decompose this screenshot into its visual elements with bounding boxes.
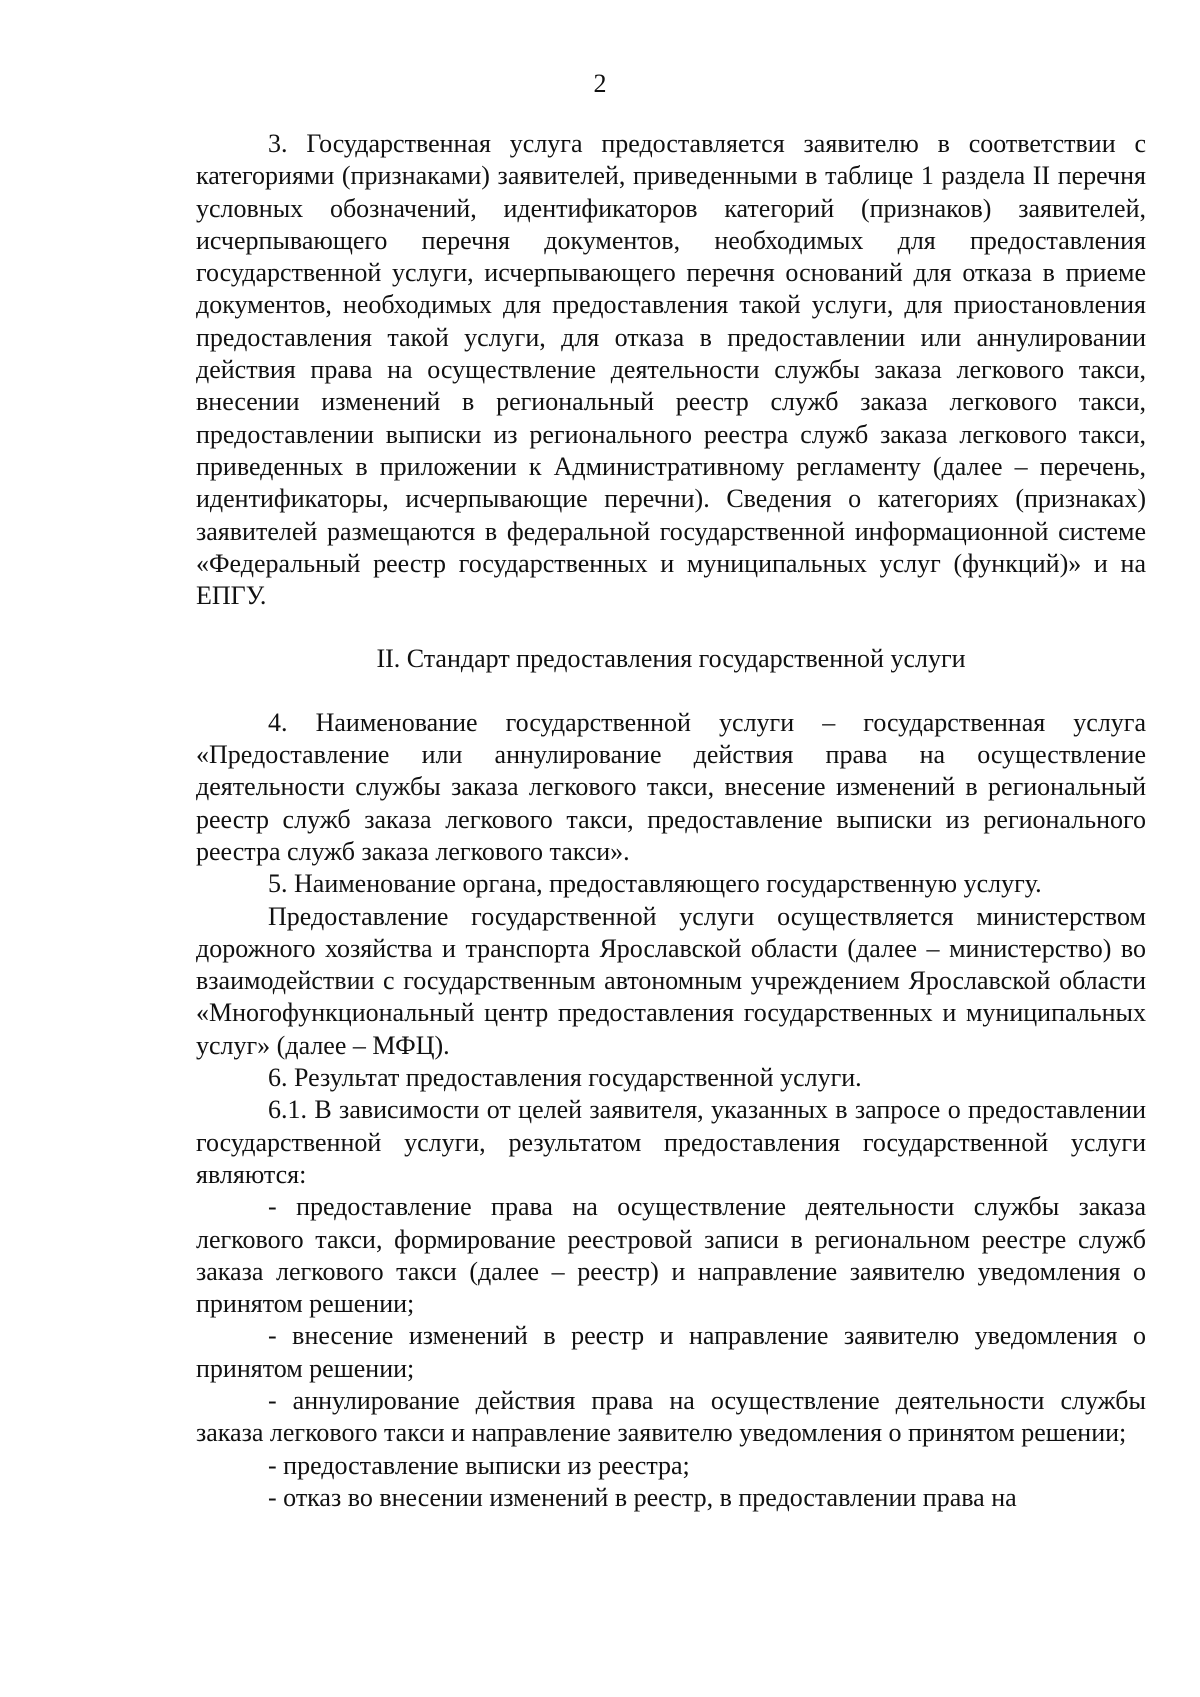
page-number: 2 <box>593 69 607 98</box>
result-list-item: - аннулирование действия права на осуществление деятельности службы заказа легкового такси и направление заявителю уведомления о принятом решении; <box>196 1385 1146 1448</box>
result-list-item: - предоставление права на осуществление деятельности службы заказа легкового такси, формирование реестровой записи в региональном реестре служб заказа легкового такси (далее – реестр) и направление заявителю уведомления о принятом решении; <box>196 1192 1146 1319</box>
section-heading: II. Стандарт предоставления государственной услуги <box>376 644 966 674</box>
result-list-item: - предоставление выписки из реестра; <box>268 1450 690 1480</box>
paragraph-6-1: 6.1. В зависимости от целей заявителя, указанных в запросе о предоставлении государственной услуги, результатом предоставления государственной услуги являются: <box>196 1095 1146 1189</box>
paragraph-5-body: Предоставление государственной услуги осуществляется министерством дорожного хозяйства и транспорта Ярославской области (далее – министерство) во взаимодействии с государственным автономным учреждением Ярославской области «Многофункциональный центр предоставления государственных и муниципальных услуг» (далее – МФЦ). <box>196 901 1146 1060</box>
paragraph-6: 6. Результат предоставления государственной услуги. <box>268 1063 862 1093</box>
paragraph-3: 3. Государственная услуга предоставляется заявителю в соответствии с категориями (признаками) заявителей, приведенными в таблице 1 раздела II перечня условных обозначений, идентификаторов категорий (признаков) заявителей, исчерпывающего перечня документов, необходимых для предоставления государственной услуги, исчерпывающего перечня оснований для отказа в приеме документов, необходимых для предоставления такой услуги, для приостановления предоставления такой услуги, для отказа в предоставлении или аннулировании действия права на осуществление деятельности службы заказа легкового такси, внесении изменений в региональный реестр служб заказа легкового такси, предоставлении выписки из регионального реестра служб заказа легкового такси, приведенных в приложении к Административному регламенту (далее – перечень, идентификаторы, исчерпывающие перечни). Сведения о категориях (признаках) заявителей размещаются в федеральной государственной информационной системе «Федеральный реестр государственных и муниципальных услуг (функций)» и на ЕПГУ. <box>196 129 1146 611</box>
document-body <box>196 128 1146 1514</box>
paragraph-4: 4. Наименование государственной услуги – государственная услуга «Предоставление или аннулирование действия права на осуществление деятельности службы заказа легкового такси, внесение изменений в региональный реестр служб заказа легкового такси, предоставление выписки из регионального реестра служб заказа легкового такси». <box>196 707 1146 866</box>
result-list-item: - внесение изменений в реестр и направление заявителю уведомления о принятом решении; <box>196 1321 1146 1383</box>
paragraph-5: 5. Наименование органа, предоставляющего государственную услугу. <box>268 869 1042 899</box>
result-list-item: - отказ во внесении изменений в реестр, в предоставлении права на <box>268 1482 1017 1512</box>
